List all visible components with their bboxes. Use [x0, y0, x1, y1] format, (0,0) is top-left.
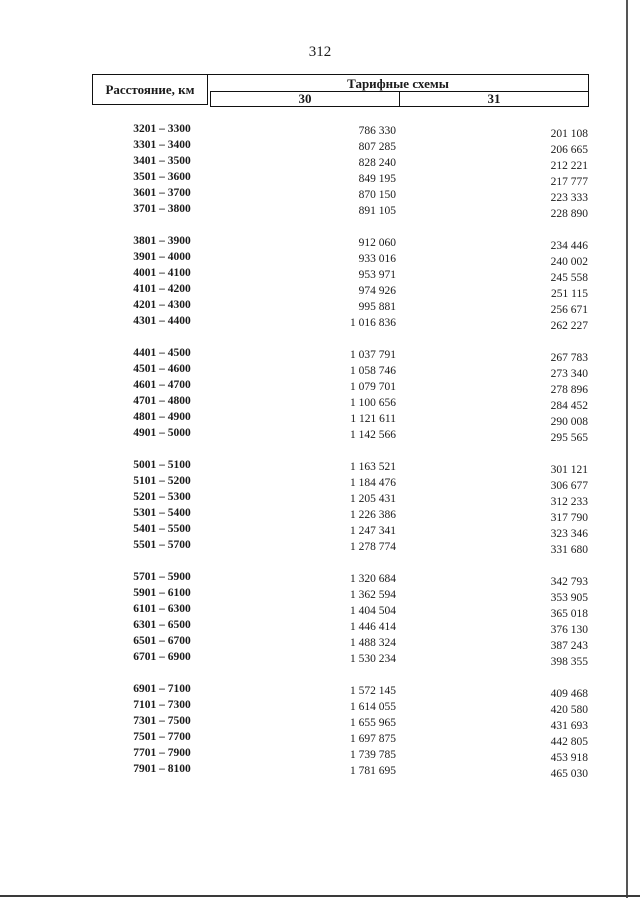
- tariff-31-value: 442 805: [550, 736, 588, 748]
- tariff-31-value: 295 565: [550, 432, 588, 444]
- tariff-31-value: 223 333: [550, 192, 588, 204]
- distance-range: 4601 – 4700: [133, 379, 191, 391]
- distance-range: 3601 – 3700: [133, 187, 191, 199]
- tariff-31-value: 256 671: [550, 304, 588, 316]
- distance-range: 7701 – 7900: [133, 747, 191, 759]
- distance-range: 3901 – 4000: [133, 251, 191, 263]
- tariff-30-value: 1 079 701: [350, 381, 396, 393]
- table-row: [0, 571, 640, 587]
- tariff-31-value: 409 468: [550, 688, 588, 700]
- table-row: [0, 731, 640, 747]
- distance-range: 3501 – 3600: [133, 171, 191, 183]
- distance-range: 4801 – 4900: [133, 411, 191, 423]
- tariff-30-value: 1 362 594: [350, 589, 396, 601]
- tariff-31-value: 251 115: [551, 288, 588, 300]
- distance-range: 3701 – 3800: [133, 203, 191, 215]
- tariff-30-value: 870 150: [358, 189, 396, 201]
- tariff-30-value: 1 446 414: [350, 621, 396, 633]
- tariff-31-value: 353 905: [550, 592, 588, 604]
- scan-edge-bottom: [0, 895, 640, 897]
- tariff-30-value: 807 285: [358, 141, 396, 153]
- distance-range: 3401 – 3500: [133, 155, 191, 167]
- tariff-31-value: 323 346: [550, 528, 588, 540]
- distance-range: 4701 – 4800: [133, 395, 191, 407]
- tariff-31-value: 240 002: [550, 256, 588, 268]
- table-row: [0, 763, 640, 779]
- table-row: [0, 139, 640, 155]
- table-row: [0, 203, 640, 219]
- tariff-30-value: 1 697 875: [350, 733, 396, 745]
- tariff-30-value: 1 614 055: [350, 701, 396, 713]
- tariff-31-value: 465 030: [550, 768, 588, 780]
- table-row: [0, 683, 640, 699]
- distance-range: 4901 – 5000: [133, 427, 191, 439]
- tariff-31-value: 420 580: [550, 704, 588, 716]
- table-row: [0, 347, 640, 363]
- scan-edge-right: [626, 0, 628, 898]
- page-number: 312: [308, 44, 332, 60]
- tariff-31-value: 228 890: [550, 208, 588, 220]
- header-schemes-label: Тарифные схемы: [347, 76, 449, 91]
- tariff-30-value: 1 781 695: [350, 765, 396, 777]
- table-row: [0, 155, 640, 171]
- tariff-30-value: 995 881: [358, 301, 396, 313]
- distance-range: 4501 – 4600: [133, 363, 191, 375]
- distance-range: 5701 – 5900: [133, 571, 191, 583]
- table-row: [0, 587, 640, 603]
- tariff-30-value: 828 240: [358, 157, 396, 169]
- tariff-30-value: 1 655 965: [350, 717, 396, 729]
- table-row: [0, 539, 640, 555]
- table-row: [0, 283, 640, 299]
- tariff-30-value: 1 163 521: [350, 461, 396, 473]
- tariff-31-value: 376 130: [550, 624, 588, 636]
- tariff-30-value: 1 739 785: [350, 749, 396, 761]
- tariff-30-value: 1 278 774: [350, 541, 396, 553]
- tariff-31-value: 234 446: [550, 240, 588, 252]
- distance-range: 6501 – 6700: [133, 635, 191, 647]
- tariff-30-value: 1 247 341: [350, 525, 396, 537]
- tariff-30-value: 1 016 836: [350, 317, 396, 329]
- header-distance-label: Расстояние, км: [105, 82, 195, 97]
- tariff-31-value: 306 677: [550, 480, 588, 492]
- table-row: [0, 123, 640, 139]
- distance-range: 5501 – 5700: [133, 539, 191, 551]
- table-row: [0, 475, 640, 491]
- distance-range: 5201 – 5300: [133, 491, 191, 503]
- tariff-31-value: 398 355: [550, 656, 588, 668]
- tariff-30-value: 1 100 656: [350, 397, 396, 409]
- tariff-31-value: 206 665: [550, 144, 588, 156]
- table-row: [0, 363, 640, 379]
- table-row: [0, 507, 640, 523]
- distance-range: 5401 – 5500: [133, 523, 191, 535]
- distance-range: 6901 – 7100: [133, 683, 191, 695]
- tariff-30-value: 849 195: [358, 173, 396, 185]
- distance-range: 3201 – 3300: [133, 123, 191, 135]
- table-row: [0, 523, 640, 539]
- distance-range: 3801 – 3900: [133, 235, 191, 247]
- tariff-30-value: 953 971: [358, 269, 396, 281]
- tariff-31-value: 217 777: [550, 176, 588, 188]
- tariff-30-value: 912 060: [358, 237, 396, 249]
- distance-range: 4301 – 4400: [133, 315, 191, 327]
- table-row: [0, 747, 640, 763]
- tariff-30-value: 1 572 145: [350, 685, 396, 697]
- distance-range: 5101 – 5200: [133, 475, 191, 487]
- tariff-31-value: 262 227: [550, 320, 588, 332]
- table-row: [0, 411, 640, 427]
- tariff-30-value: 1 530 234: [350, 653, 396, 665]
- tariff-30-value: 1 320 684: [350, 573, 396, 585]
- tariff-30-value: 1 121 611: [350, 413, 396, 425]
- distance-range: 4101 – 4200: [133, 283, 191, 295]
- distance-range: 4401 – 4500: [133, 347, 191, 359]
- tariff-30-value: 1 205 431: [350, 493, 396, 505]
- table-row: [0, 187, 640, 203]
- tariff-30-value: 974 926: [358, 285, 396, 297]
- distance-range: 5001 – 5100: [133, 459, 191, 471]
- distance-range: 7101 – 7300: [133, 699, 191, 711]
- tariff-30-value: 891 105: [358, 205, 396, 217]
- table-row: [0, 491, 640, 507]
- table-row: [0, 619, 640, 635]
- tariff-31-value: 342 793: [550, 576, 588, 588]
- distance-range: 4201 – 4300: [133, 299, 191, 311]
- tariff-31-value: 284 452: [550, 400, 588, 412]
- tariff-31-value: 317 790: [550, 512, 588, 524]
- header-column-30: 30: [210, 91, 400, 107]
- tariff-30-value: 1 404 504: [350, 605, 396, 617]
- tariff-31-value: 273 340: [550, 368, 588, 380]
- distance-range: 7501 – 7700: [133, 731, 191, 743]
- tariff-30-value: 1 037 791: [350, 349, 396, 361]
- tariff-31-value: 245 558: [550, 272, 588, 284]
- table-row: [0, 459, 640, 475]
- tariff-31-value: 331 680: [550, 544, 588, 556]
- tariff-30-value: 1 058 746: [350, 365, 396, 377]
- header-column-31: 31: [400, 91, 589, 107]
- table-row: [0, 651, 640, 667]
- tariff-30-value: 1 142 566: [350, 429, 396, 441]
- distance-range: 4001 – 4100: [133, 267, 191, 279]
- distance-range: 3301 – 3400: [133, 139, 191, 151]
- tariff-31-value: 301 121: [550, 464, 588, 476]
- tariff-31-value: 453 918: [550, 752, 588, 764]
- tariff-31-value: 387 243: [550, 640, 588, 652]
- tariff-31-value: 431 693: [550, 720, 588, 732]
- tariff-31-value: 201 108: [550, 128, 588, 140]
- table-row: [0, 267, 640, 283]
- table-row: [0, 395, 640, 411]
- tariff-30-value: 933 016: [358, 253, 396, 265]
- distance-range: 6701 – 6900: [133, 651, 191, 663]
- tariff-31-value: 290 008: [550, 416, 588, 428]
- tariff-30-value: 1 488 324: [350, 637, 396, 649]
- table-row: [0, 427, 640, 443]
- tariff-30-value: 786 330: [358, 125, 396, 137]
- table-row: [0, 235, 640, 251]
- tariff-31-value: 278 896: [550, 384, 588, 396]
- table-row: [0, 171, 640, 187]
- table-row: [0, 699, 640, 715]
- table-row: [0, 299, 640, 315]
- distance-range: 5301 – 5400: [133, 507, 191, 519]
- table-row: [0, 603, 640, 619]
- table-row: [0, 379, 640, 395]
- tariff-30-value: 1 184 476: [350, 477, 396, 489]
- tariff-31-value: 212 221: [550, 160, 588, 172]
- distance-range: 6301 – 6500: [133, 619, 191, 631]
- distance-range: 6101 – 6300: [133, 603, 191, 615]
- tariff-31-value: 312 233: [550, 496, 588, 508]
- distance-range: 5901 – 6100: [133, 587, 191, 599]
- distance-range: 7301 – 7500: [133, 715, 191, 727]
- tariff-31-value: 365 018: [550, 608, 588, 620]
- table-row: [0, 715, 640, 731]
- table-row: [0, 251, 640, 267]
- table-row: [0, 315, 640, 331]
- table-row: [0, 635, 640, 651]
- tariff-30-value: 1 226 386: [350, 509, 396, 521]
- distance-range: 7901 – 8100: [133, 763, 191, 775]
- tariff-31-value: 267 783: [550, 352, 588, 364]
